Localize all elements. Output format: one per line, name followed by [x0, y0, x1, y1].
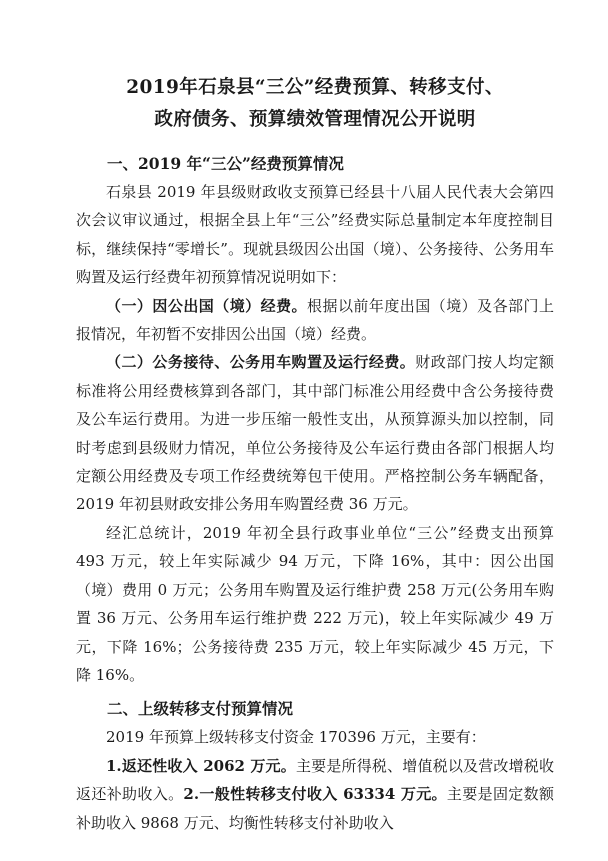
general-transfer-text: 主要是固定数额补助收入 9868 万元、均衡性转移支付补助收入: [76, 785, 554, 832]
item-1-label: （一）因公出国（境）经费。: [106, 296, 308, 315]
section-2-intro: 2019 年预算上级转移支付资金 170396 万元，主要有：: [106, 728, 486, 747]
section-1-heading: 一、2019 年“三公”经费预算情况: [107, 154, 344, 173]
return-income-text: 主要是所得税、增值税以及营改增税收返还补助收入。: [76, 756, 554, 804]
section-1-summary: 经汇总统计，2019 年初全县行政事业单位“三公”经费支出预算 493 万元，较上年实际减少 94 万元，下降 16%，其中：因公出国（境）费用 0 万元；公务用车购置及运行维护费 258 万元(公务用车购置 36 万元、公务用车运行维护费 222 万元)，较上年实际减少 49 万元，下降 16%；公务接待费 235 万元，较上年实际减少 45 万元，下降 16%。: [76, 523, 554, 684]
return-income-label: 1.返还性收入 2062 万元。: [106, 756, 296, 775]
title-line-2: 政府债务、预算绩效管理情况公开说明: [154, 109, 476, 130]
section-1-intro: 石泉县 2019 年县级财政收支预算已经县十八届人民代表大会第四次会议审议通过，根据全县上年“三公”经费实际总量制定本年度控制目标，继续保持“零增长”。现就县级因公出国（境）、公务接待、公务用车购置及运行经费年初预算情况说明如下：: [76, 183, 554, 287]
document-title: [76, 72, 554, 136]
item-2-label: （二）公务接待、公务用车购置及运行经费。: [106, 353, 416, 372]
section-2-items: [76, 752, 554, 837]
item-2-text: 财政部门按人均定额标准将公用经费核算到各部门，其中部门标准公用经费中含公务接待费及公车运行费用。为进一步压缩一般性支出，从预算源头加以控制，同时考虑到县级财力情况，单位公务接待及公车运行费由各部门根据人均定额公用经费及专项工作经费统筹包干使用。严格控制公务车辆配备，2019 年初县财政安排公务用车购置经费 36 万元。: [76, 353, 554, 514]
title-line-1: 2019年石泉县“三公”经费预算、转移支付、: [126, 77, 504, 98]
section-2-heading: 二、上级转移支付预算情况: [107, 699, 294, 719]
section-1-item-1: [76, 292, 554, 349]
general-transfer-label: 2.一般性转移支付收入 63334 万元。: [183, 785, 447, 804]
section-1-item-2: [76, 348, 554, 518]
item-1-text: 根据以前年度出国（境）及各部门上报情况，年初暂不安排因公出国（境）经费。: [76, 296, 554, 344]
